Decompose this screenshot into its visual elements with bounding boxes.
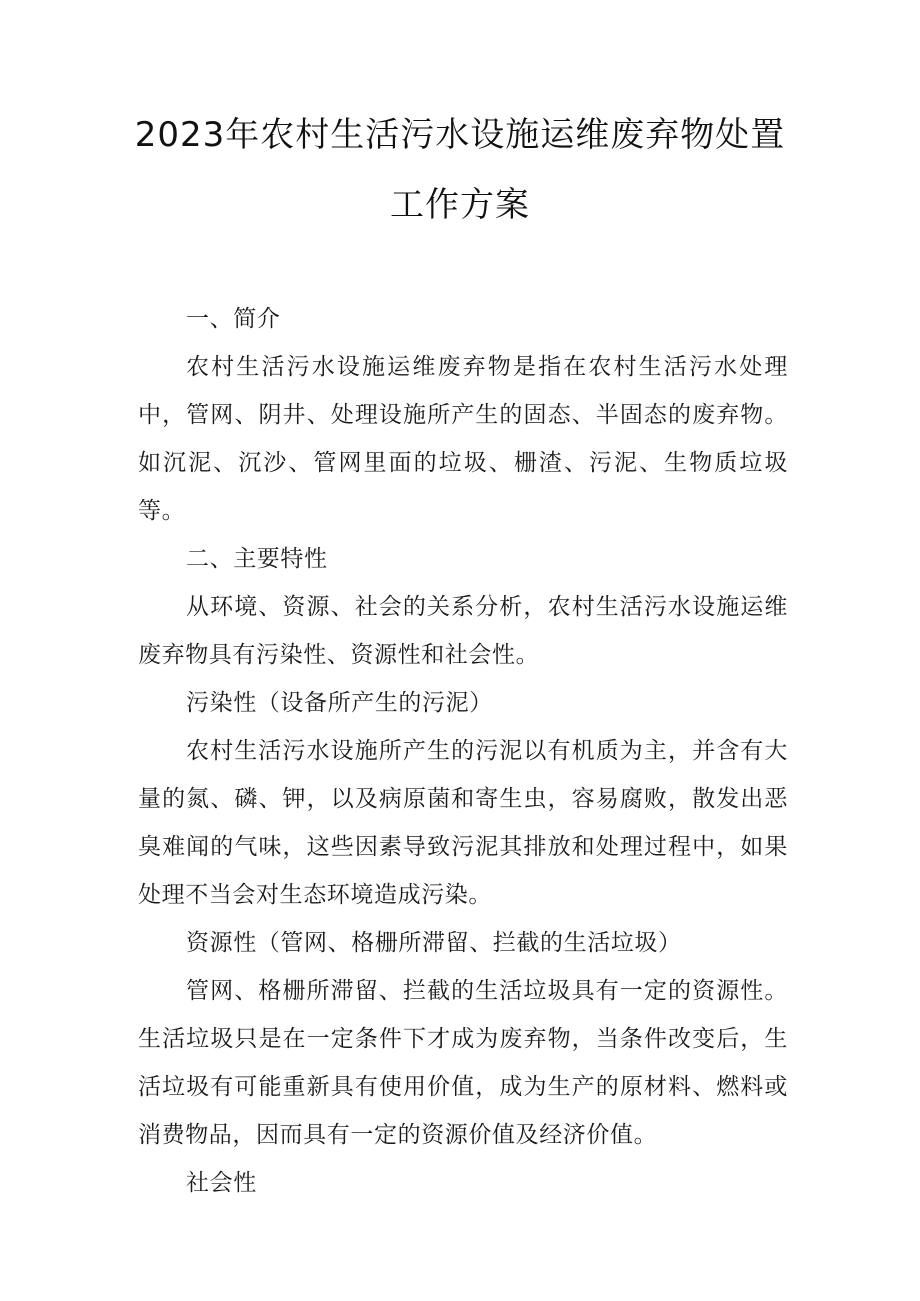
paragraph-pollution: 农村生活污水设施所产生的污泥以有机质为主，并含有大量的氮、磷、钾，以及病原菌和寄生虫，容易腐败，散发出恶臭难闻的气味，这些因素导致污泥其排放和处理过程中，如果处理不当会对生态环境造成污染。 (138, 738, 788, 908)
document-title-line-1: 2023年农村生活污水设施运维废弃物处置 (134, 115, 786, 155)
paragraph-resource: 管网、格栅所滞留、拦截的生活垃圾具有一定的资源性。生活垃圾只是在一定条件下才成为废弃物，当条件改变后，生活垃圾有可能重新具有使用价值，成为生产的原材料、燃料或消费物品，因而具有一定的资源价值及经济价值。 (138, 978, 788, 1148)
paragraph-characteristics-overview: 从环境、资源、社会的关系分析，农村生活污水设施运维废弃物具有污染性、资源性和社会性。 (138, 594, 788, 668)
subheading-resource: 资源性（管网、格栅所滞留、拦截的生活垃圾） (186, 930, 682, 956)
section-heading-introduction: 一、简介 (186, 306, 281, 332)
document-body (138, 295, 788, 1207)
subheading-social: 社会性 (186, 1170, 257, 1196)
section-heading-main-characteristics: 二、主要特性 (186, 546, 328, 572)
document-title-line-2: 工作方案 (390, 185, 530, 225)
subheading-pollution: 污染性（设备所产生的污泥） (186, 690, 493, 716)
paragraph-definition: 农村生活污水设施运维废弃物是指在农村生活污水处理中，管网、阴井、处理设施所产生的固态、半固态的废弃物。如沉泥、沉沙、管网里面的垃圾、栅渣、污泥、生物质垃圾等。 (138, 354, 788, 524)
